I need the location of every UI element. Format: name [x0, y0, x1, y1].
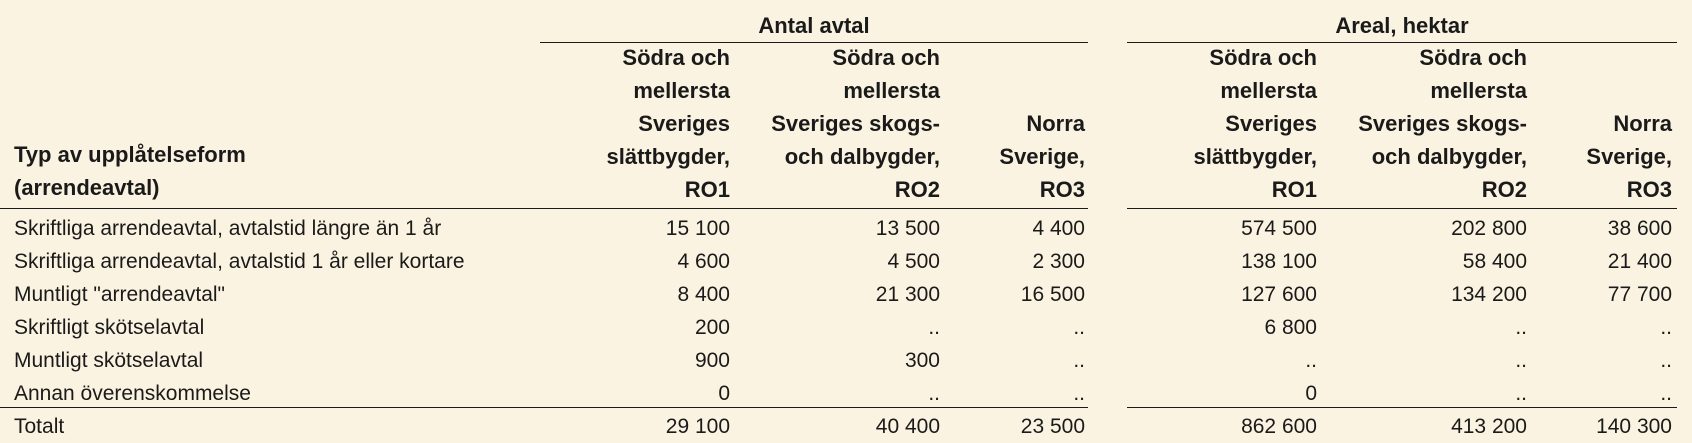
table-row	[0, 311, 1692, 344]
table-cell: 862 600	[1241, 415, 1317, 438]
row-label: Annan överenskommelse	[14, 382, 251, 405]
column-header-line: RO1	[684, 177, 730, 202]
stub-header-line: (arrendeavtal)	[14, 175, 160, 200]
table-cell: 200	[694, 316, 730, 339]
table-cell: ..	[1660, 382, 1672, 405]
column-header-line: och dalbygder,	[1371, 144, 1527, 169]
table-cell: 21 300	[875, 283, 940, 306]
table-cell: ..	[1073, 316, 1085, 339]
table-cell: 4 400	[1032, 217, 1085, 240]
table-cell: 21 400	[1607, 250, 1672, 273]
row-label: Skriftliga arrendeavtal, avtalstid 1 år eller kortare	[14, 250, 465, 273]
table-row	[0, 212, 1692, 245]
table-cell: 4 500	[887, 250, 940, 273]
column-header-line: Sverige,	[1586, 144, 1672, 169]
table-cell: 29 100	[665, 415, 730, 438]
table-cell: ..	[1660, 349, 1672, 372]
column-header	[1327, 42, 1527, 206]
column-header-line: Södra och	[1419, 45, 1527, 70]
column-header-line: Södra och	[832, 45, 940, 70]
table-cell: 58 400	[1462, 250, 1527, 273]
row-label: Skriftliga arrendeavtal, avtalstid längre än 1 år	[14, 217, 442, 240]
column-header-line: Södra och	[1209, 45, 1317, 70]
table-cell: ..	[928, 316, 940, 339]
column-header	[955, 42, 1085, 206]
column-header-line: slättbygder,	[1193, 144, 1317, 169]
column-header-line: Sveriges	[638, 111, 730, 136]
column-header-line: slättbygder,	[606, 144, 730, 169]
table-cell: ..	[1515, 349, 1527, 372]
column-header	[1117, 42, 1317, 206]
table-cell: ..	[1073, 382, 1085, 405]
table-cell: 202 800	[1451, 217, 1527, 240]
table-cell: ..	[1515, 382, 1527, 405]
table-cell: 15 100	[665, 217, 730, 240]
group-header-areal-hektar: Areal, hektar	[1127, 10, 1677, 43]
column-header-line: Sveriges	[1225, 111, 1317, 136]
table-cell: 0	[718, 382, 730, 405]
total-row	[0, 410, 1692, 443]
row-label: Muntligt "arrendeavtal"	[14, 283, 226, 306]
table-cell: 413 200	[1451, 415, 1527, 438]
total-rule	[1127, 407, 1677, 408]
stub-header-line: Typ av upplåtelseform	[14, 142, 246, 167]
table-row	[0, 377, 1692, 410]
header-rule	[1127, 208, 1677, 209]
column-header	[1542, 42, 1672, 206]
table-cell: 140 300	[1596, 415, 1672, 438]
table-cell: 23 500	[1020, 415, 1085, 438]
column-header-line: Norra	[1613, 111, 1672, 136]
table-cell: 300	[904, 349, 940, 372]
table-cell: 6 800	[1264, 316, 1317, 339]
table-cell: 16 500	[1020, 283, 1085, 306]
table-cell: 8 400	[677, 283, 730, 306]
table-row	[0, 245, 1692, 278]
column-header-line: RO2	[894, 177, 940, 202]
table-cell: 77 700	[1607, 283, 1672, 306]
column-header-line: mellersta	[843, 78, 940, 103]
table-cell: 127 600	[1241, 283, 1317, 306]
column-header-line: mellersta	[633, 78, 730, 103]
table-cell: 900	[694, 349, 730, 372]
table-cell: 4 600	[677, 250, 730, 273]
column-header-line: Södra och	[622, 45, 730, 70]
total-rule	[0, 407, 1088, 408]
column-header-line: Sveriges skogs-	[1358, 111, 1527, 136]
column-header	[740, 42, 940, 206]
column-header-line: Norra	[1026, 111, 1085, 136]
row-label: Muntligt skötselavtal	[14, 349, 204, 372]
table-cell: 38 600	[1607, 217, 1672, 240]
row-label: Skriftligt skötselavtal	[14, 316, 205, 339]
table-cell: ..	[928, 382, 940, 405]
column-header-line: Sveriges skogs-	[771, 111, 940, 136]
stub-header	[14, 138, 514, 204]
column-header-line: RO3	[1039, 177, 1085, 202]
column-header-line: RO3	[1626, 177, 1672, 202]
table-cell: 40 400	[875, 415, 940, 438]
column-header	[530, 42, 730, 206]
table-row	[0, 278, 1692, 311]
column-header-line: RO1	[1271, 177, 1317, 202]
table-cell: 138 100	[1241, 250, 1317, 273]
table-cell: ..	[1305, 349, 1317, 372]
column-header-line: Sverige,	[999, 144, 1085, 169]
table-cell: 2 300	[1032, 250, 1085, 273]
column-header-line: RO2	[1481, 177, 1527, 202]
table-cell: 134 200	[1451, 283, 1527, 306]
column-header-line: mellersta	[1430, 78, 1527, 103]
table-cell: 0	[1305, 382, 1317, 405]
group-header-antal-avtal: Antal avtal	[540, 10, 1088, 43]
header-rule	[0, 208, 1088, 209]
table-cell: ..	[1073, 349, 1085, 372]
column-header-line: och dalbygder,	[784, 144, 940, 169]
table-cell: ..	[1660, 316, 1672, 339]
column-header-line: mellersta	[1220, 78, 1317, 103]
table-cell: ..	[1515, 316, 1527, 339]
table-cell: 13 500	[875, 217, 940, 240]
table-row	[0, 344, 1692, 377]
table-cell: 574 500	[1241, 217, 1317, 240]
row-label: Totalt	[14, 415, 65, 438]
